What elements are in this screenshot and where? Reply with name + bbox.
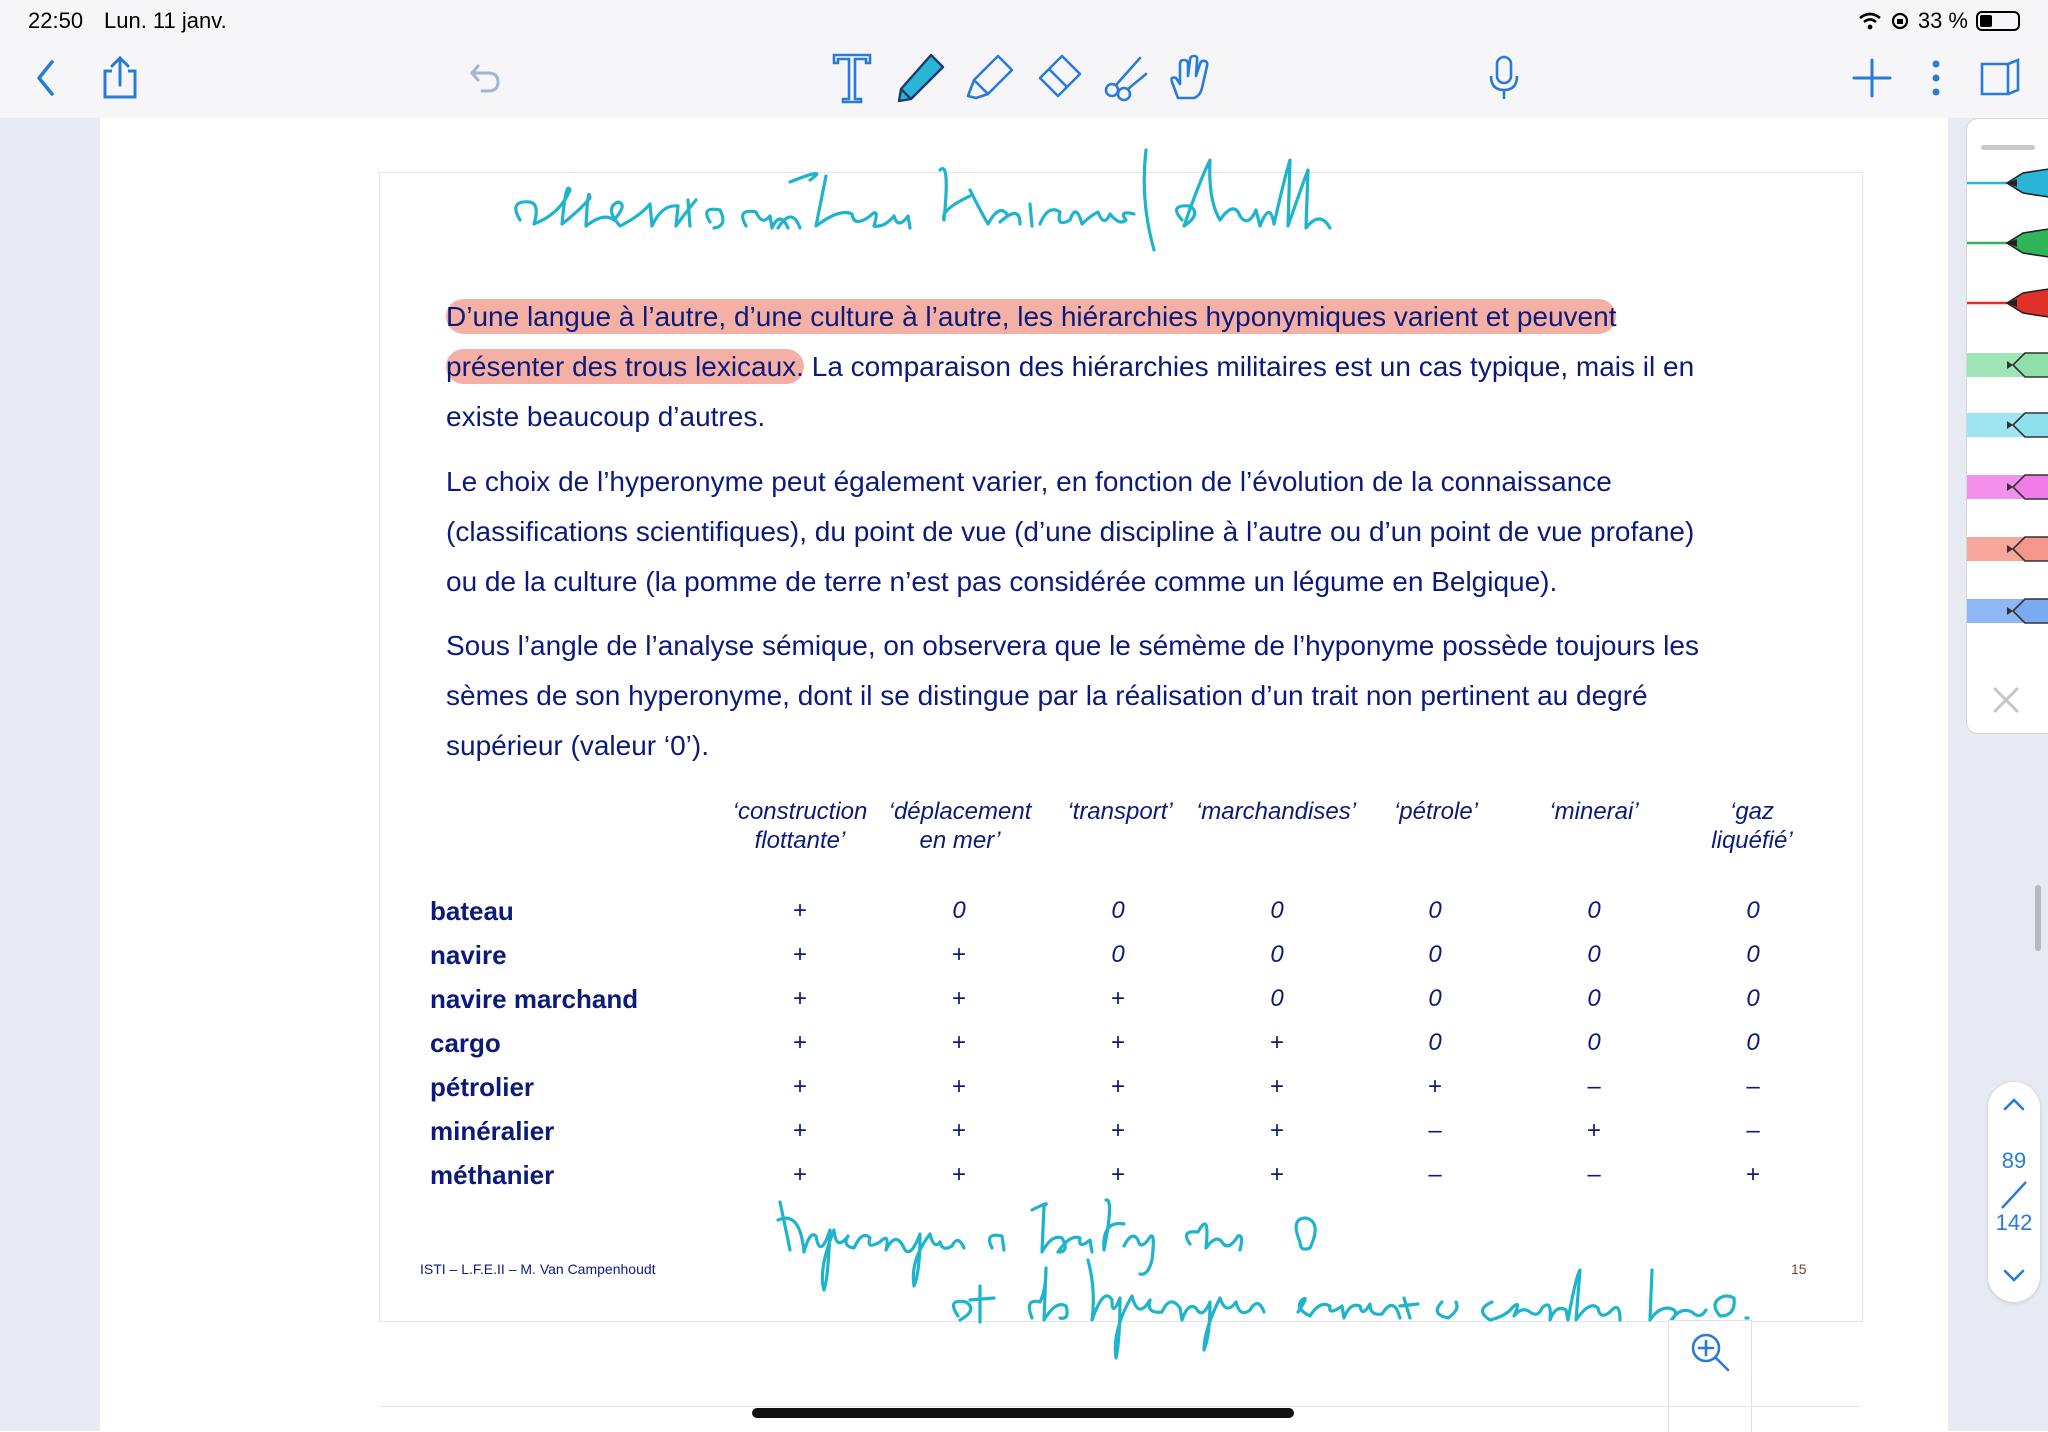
table-cell: – [1746,1073,1760,1100]
slide-footer-author: ISTI – L.F.E.II – M. Van Campenhoudt [420,1261,656,1277]
table-cell: + [951,985,966,1012]
palette-highlighter-blue[interactable] [1967,589,2048,638]
highlighter-icon [1967,527,2048,571]
table-cell: – [1428,1161,1442,1188]
paragraph-1 [446,292,1796,442]
table-cell: + [1269,1029,1284,1056]
plus-icon [1852,58,1892,98]
handwritten-annotation-bottom [770,1190,1770,1370]
hand-tool-button[interactable] [1162,48,1218,108]
back-chevron-icon [34,58,58,98]
highlighter-icon [1967,343,2048,387]
table-cell: + [1269,1073,1284,1100]
page-up-button[interactable] [2002,1096,2026,1117]
undo-icon [468,60,504,96]
total-pages: 142 [1995,1210,2033,1235]
share-button[interactable] [92,48,148,108]
table-row-label: navire marchand [430,984,639,1014]
table-cell: + [951,1117,966,1144]
status-indicators [1858,8,2020,34]
paragraph-3 [446,621,1796,771]
highlighter-icon [1967,403,2048,447]
table-cell: 0 [1746,897,1760,924]
palette-pen-cyan[interactable] [1967,161,2048,210]
paragraph-2 [446,457,1796,607]
table-cell: 0 [1746,1029,1760,1056]
pages-icon [1978,58,2022,98]
chevron-up-icon [2002,1096,2026,1112]
table-cell: 0 [1587,1029,1601,1056]
share-icon [100,55,140,101]
table-cell: – [1587,1161,1601,1188]
table-cell: + [1110,1161,1125,1188]
paragraph-3-line-3: supérieur (valeur ‘0’). [446,730,709,761]
table-cell: 0 [1428,897,1442,924]
back-button[interactable] [18,48,74,108]
table-cell: + [792,1073,807,1100]
table-cell: + [792,1117,807,1144]
wifi-icon [1858,11,1882,31]
table-header-cell: ‘transport’ [1067,798,1173,825]
table-cell: – [1746,1117,1760,1144]
table-cell: + [1110,1029,1125,1056]
table-cell: 0 [1587,985,1601,1012]
table-row-label: bateau [430,896,514,926]
palette-highlighter-cyan[interactable] [1967,403,2048,452]
table-cell: 0 [1587,897,1601,924]
slide-page-number: 15 [1791,1261,1807,1277]
paragraph-2-line-3: ou de la culture (la pomme de terre n’est pas considérée comme un légume en Belgique). [446,566,1558,597]
pen-tool-button[interactable] [892,48,948,108]
home-indicator[interactable] [752,1408,1294,1418]
current-page-number[interactable]: 89 [2001,1148,2027,1173]
table-cell: – [1587,1073,1601,1100]
palette-pen-red[interactable] [1967,281,2048,330]
close-icon [1991,685,2021,715]
highlighter-tool-button[interactable] [962,48,1018,108]
highlight-1: D’une langue à l’autre, d’une culture à l’autre, les hiérarchies hyponymiques varient et peuvent [446,301,1617,332]
text-tool-button[interactable] [824,48,880,108]
table-cell: + [1110,1117,1125,1144]
pen-icon [1967,281,2048,325]
table-cell: + [1110,1073,1125,1100]
table-cell: 0 [1746,941,1760,968]
table-cell: + [951,1073,966,1100]
table-row-label: pétrolier [430,1072,535,1102]
pen-palette [1966,118,2048,734]
table-cell: 0 [1746,985,1760,1012]
battery-icon [1976,11,2020,31]
table-cell: + [792,1029,807,1056]
scroll-indicator[interactable] [2035,885,2041,951]
status-date: Lun. 11 janv. [104,8,227,33]
palette-highlighter-pink[interactable] [1967,465,2048,514]
status-time: 22:50 [28,8,84,33]
zoom-in-icon [1689,1331,1731,1373]
table-cell: + [1110,985,1125,1012]
table-cell: – [1428,1117,1442,1144]
chevron-down-icon [2002,1268,2026,1284]
table-cell: 0 [1428,985,1442,1012]
table-header-cell: ‘gaz liquéfié’ [1711,798,1793,854]
pen-icon [1967,221,2048,265]
table-cell: 0 [1428,941,1442,968]
microphone-icon [1486,54,1522,102]
palette-pen-green[interactable] [1967,221,2048,270]
page-down-button[interactable] [2002,1268,2026,1289]
table-cell: 0 [1587,941,1601,968]
table-cell: + [1427,1073,1442,1100]
table-header-cell: ‘minerai’ [1549,798,1639,825]
table-row-label: méthanier [430,1160,555,1190]
undo-button[interactable] [458,48,514,108]
orientation-lock-icon [1890,11,1910,31]
table-cell: 0 [1111,941,1125,968]
battery-percent: 33 % [1917,8,1968,33]
highlighter-icon [1967,589,2048,633]
palette-close-button[interactable] [1991,685,2021,720]
paragraph-3-line-2: sèmes de son hyperonyme, dont il se distingue par la réalisation d’un trait non pertinent au degré [446,680,1648,711]
highlight-2: présenter des trous lexicaux. [446,351,804,382]
table-cell: + [792,985,807,1012]
eraser-tool-button[interactable] [1030,48,1086,108]
table-cell: + [951,941,966,968]
scissors-icon [1100,52,1152,104]
pen-icon [1967,161,2048,205]
table-cell: 0 [1270,897,1284,924]
workspace-margin-left [0,118,100,1431]
table-header-cell: ‘déplacement en mer’ [888,798,1032,854]
table-cell: + [792,1161,807,1188]
handwritten-annotation-top [500,140,1340,260]
page-navigator [1988,1082,2040,1302]
paragraph-2-line-1: Le choix de l’hyperonyme peut également varier, en fonction de l’évolution de la connaissance [446,466,1612,497]
eraser-icon [1032,52,1084,104]
toolbar [0,40,2048,119]
table-cell: + [792,941,807,968]
paragraph-1-line-1 [446,292,1796,342]
table-cell: + [951,1161,966,1188]
table-row-label: navire [430,940,507,970]
table-cell: + [951,1029,966,1056]
more-icon [1930,58,1942,98]
table-cell: 0 [1111,897,1125,924]
table-cell: + [1586,1117,1601,1144]
paragraph-3-line-1: Sous l’angle de l’analyse sémique, on observera que le sémème de l’hyponyme possède toujours les [446,630,1699,661]
paragraph-2-line-2: (classifications scientifiques), du point de vue (d’une discipline à l’autre ou d’un point de vue profane) [446,516,1695,547]
table-cell: 0 [1270,985,1284,1012]
paragraph-1-text: La comparaison des hiérarchies militaires est un cas typique, mais il en [803,351,1695,382]
table-cell: + [792,897,807,924]
table-header-cell: ‘pétrole’ [1393,798,1479,825]
highlighter-icon [964,52,1016,104]
table-header-cell: ‘marchandises’ [1195,798,1357,825]
table-cell: 0 [952,897,966,924]
lasso-tool-button[interactable] [1098,48,1154,108]
palette-highlighter-green[interactable] [1967,343,2048,392]
paragraph-1-line-2 [446,342,1796,392]
highlighter-icon [1967,465,2048,509]
hand-icon [1164,52,1216,104]
table-cell: + [1269,1161,1284,1188]
paragraph-1-line-3: existe beaucoup d’autres. [446,401,766,432]
palette-handle[interactable] [1981,145,2035,150]
table-row-label: cargo [430,1028,501,1058]
table-row-label: minéralier [430,1116,555,1146]
microphone-button[interactable] [1476,48,1532,108]
table-cell: 0 [1428,1029,1442,1056]
text-tool-icon [830,51,874,105]
pen-icon [893,51,947,105]
more-button[interactable] [1908,48,1964,108]
palette-highlighter-salmon[interactable] [1967,527,2048,576]
table-cell: + [1745,1161,1760,1188]
table-cell: 0 [1270,941,1284,968]
table-header-cell: ‘construction flottante’ [732,798,868,854]
pages-button[interactable] [1972,48,2028,108]
add-button[interactable] [1844,48,1900,108]
table-cell: + [1269,1117,1284,1144]
status-bar [0,0,2048,40]
page-separator-icon [2000,1180,2028,1210]
